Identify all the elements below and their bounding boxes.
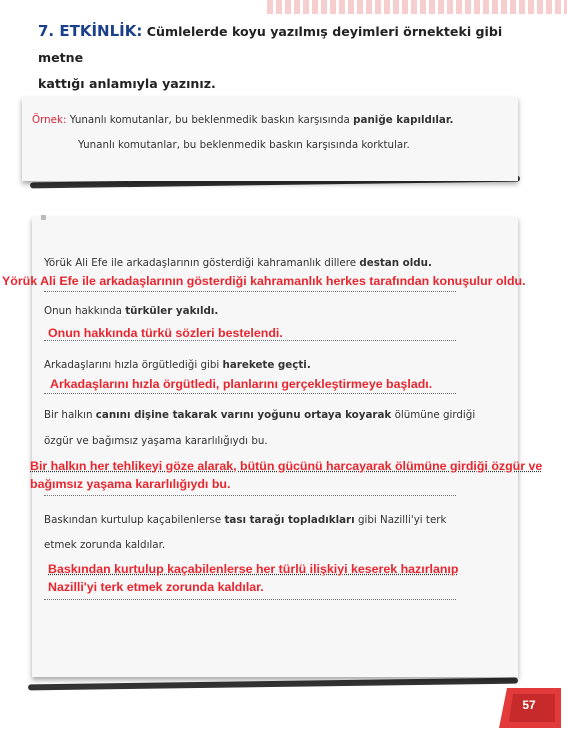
answer-line [44, 393, 456, 394]
question-3-idiom: harekete geçti. [222, 359, 311, 371]
header-decoration [267, 0, 567, 14]
question-4-text-b: ölümüne girdiği [391, 409, 476, 421]
activity-instruction-2: kattığı anlamıyla yazınız. [38, 76, 216, 91]
question-5-line-2: etmek zorunda kaldılar. [44, 539, 166, 551]
answer-5-line-1: Baskından kurtulup kaçabilenlerse her türlü ilişkiyi keserek hazırlanıp [48, 562, 459, 576]
activity-number: 7. ETKİNLİK: [38, 22, 143, 40]
answer-line [44, 599, 456, 600]
answer-3: Arkadaşlarını hızla örgütledi, planlarını gerçekleştirmeye başladı. [50, 377, 433, 391]
example-idiom: paniğe kapıldılar. [353, 114, 454, 126]
example-sentence [32, 114, 453, 126]
question-5-text-a: Baskından kurtulup kaçabilenlerse [44, 514, 225, 526]
question-1-text: Yörük Ali Efe ile arkadaşlarının gösterdiği kahramanlık dillere [44, 257, 357, 269]
answer-line [44, 495, 456, 496]
example-box [22, 97, 518, 181]
exercise-paper-shadow [28, 678, 518, 691]
answer-line [44, 291, 456, 292]
question-1 [44, 257, 432, 269]
question-4-idiom: canını dişine takarak varını yoğunu ortaya koyarak [95, 409, 392, 421]
question-5-line-1 [44, 514, 447, 526]
example-sentence-plain: Yunanlı komutanlar, bu beklenmedik baskın karşısında [69, 114, 350, 126]
answer-line [44, 340, 456, 341]
answer-2: Onun hakkında türkü sözleri bestelendi. [48, 326, 283, 340]
question-1-idiom: destan oldu. [359, 257, 432, 269]
answer-4-line-2: bağımsız yaşama kararlılığıydı bu. [30, 477, 231, 491]
example-label: Örnek: [32, 114, 67, 126]
question-2-text: Onun hakkında [44, 305, 122, 317]
corner-mark: ▪ [40, 212, 47, 223]
question-2-idiom: türküler yakıldı. [125, 305, 219, 317]
question-3-text: Arkadaşlarını hızla örgütlediği gibi [44, 359, 220, 371]
question-4-line-1 [44, 409, 475, 421]
answer-5-line-2: Nazilli'yi terk etmek zorunda kaldılar. [48, 580, 264, 594]
question-4-line-2: özgür ve bağımsız yaşama kararlılığıydı bu. [44, 435, 268, 447]
question-5-idiom: tası tarağı topladıkları [224, 514, 355, 526]
activity-heading [38, 18, 528, 97]
question-2 [44, 305, 218, 317]
activity-instruction-1: Cümlelerde koyu yazılmış deyimleri örnekteki gibi metne [38, 24, 503, 65]
question-5-text-b: gibi Nazilli'yi terk [354, 514, 447, 526]
answer-4-line-1: Bir halkın her tehlikeyi göze alarak, bütün gücünü harcayarak ölümüne girdiği özgür ve [30, 459, 543, 473]
example-rewritten: Yunanlı komutanlar, bu beklenmedik baskın karşısında korktular. [78, 139, 410, 151]
page-number: 57 [522, 698, 536, 712]
question-4-text-a: Bir halkın [44, 409, 96, 421]
question-3 [44, 359, 311, 371]
answer-1: Yörük Ali Efe ile arkadaşlarının gösterdiği kahramanlık herkes tarafından konuşulur oldu. [2, 274, 526, 288]
